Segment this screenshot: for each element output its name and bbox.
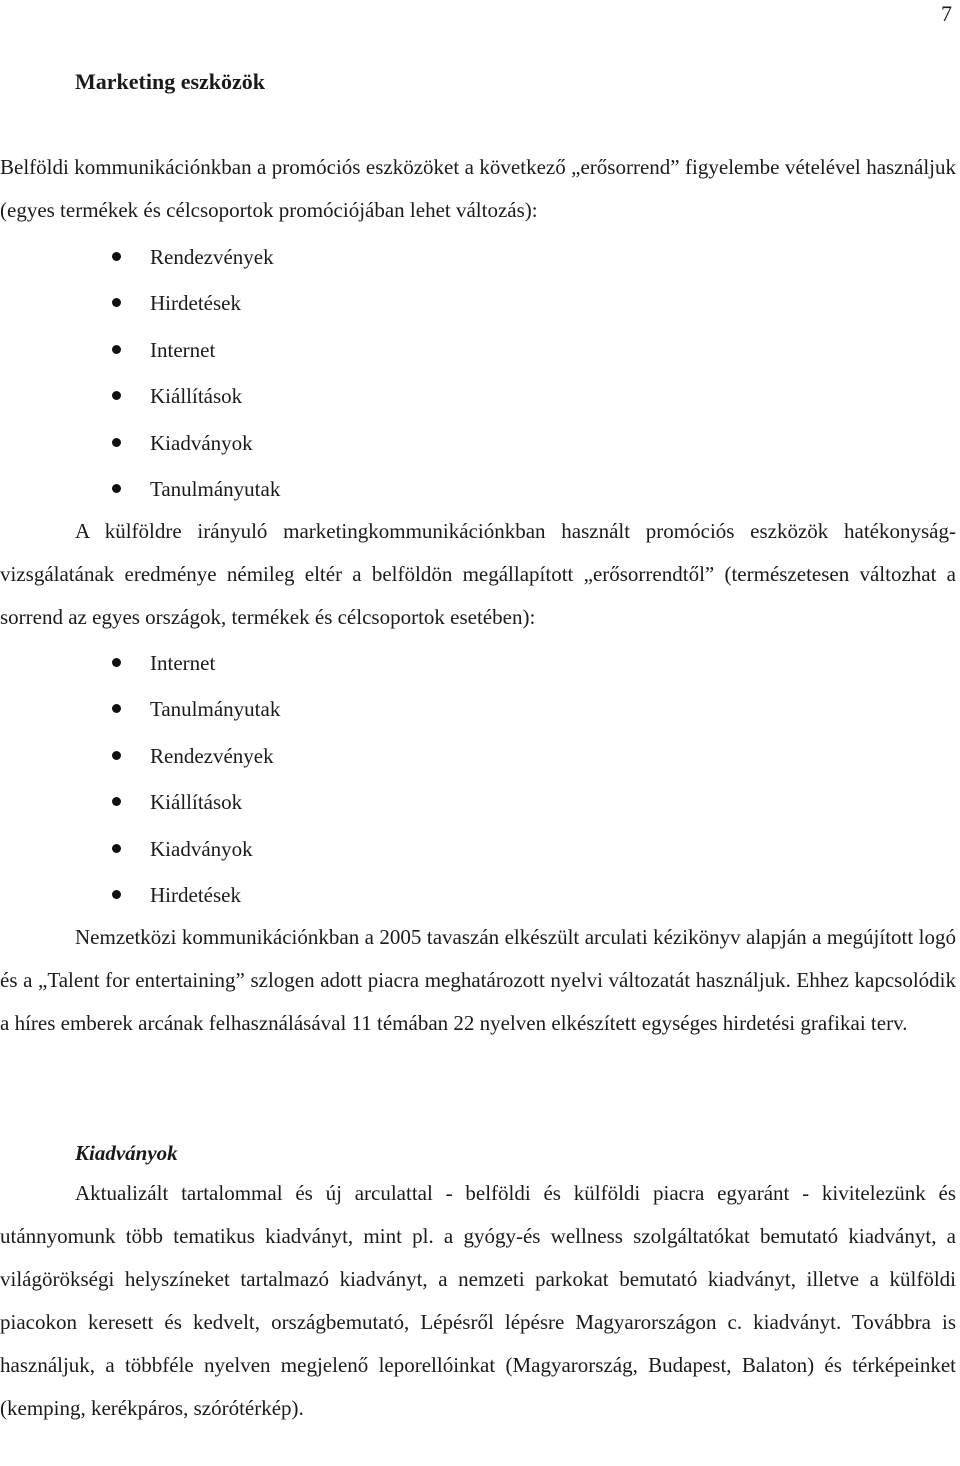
bullet-icon: [112, 797, 121, 806]
section-heading: Marketing eszközök: [75, 69, 266, 94]
list-item: Kiállítások: [0, 779, 956, 825]
bullet-icon: [112, 751, 121, 760]
list-item: Rendezvények: [0, 733, 956, 779]
bullet-icon: [112, 345, 121, 354]
bullet-icon: [112, 484, 121, 493]
international-paragraph: Nemzetközi kommunikációnkban a 2005 tavaszán elkészült arculati kézikönyv alapján a megújított logó és a „Talent for entertaining” szlogen adott piacra meghatározott nyelvi változatát használjuk. Ehhez kapcsolódik a híres emberek arcának felhasználásával 11 témában 22 nyelven elkészített egységes hirdetési grafikai terv.: [0, 925, 956, 1035]
bullet-icon: [112, 438, 121, 447]
list-item: Hirdetések: [0, 280, 956, 326]
list-item: Internet: [0, 327, 956, 373]
foreign-tools-list: [0, 640, 956, 918]
list-item: Internet: [0, 640, 956, 686]
bullet-icon: [112, 658, 121, 667]
domestic-tools-list: [0, 234, 956, 512]
bullet-icon: [112, 890, 121, 899]
list-item: Rendezvények: [0, 234, 956, 280]
foreign-intro-paragraph: A külföldre irányuló marketingkommunikációnkban használt promóciós eszközök hatékonyság-vizsgálatának eredménye némileg eltér a belföldön megállapított „erősorrendtől” (természetesen változhat a sorrend az egyes országok, termékek és célcsoportok esetében):: [0, 519, 956, 629]
intro-paragraph: Belföldi kommunikációnkban a promóciós eszközöket a következő „erősorrend” figyelembe vételével használjuk (egyes termékek és célcsoportok promóciójában lehet változás):: [0, 155, 956, 222]
bullet-icon: [112, 704, 121, 713]
bullet-icon: [112, 844, 121, 853]
list-item: Hirdetések: [0, 872, 956, 918]
list-item: Kiadványok: [0, 826, 956, 872]
list-item: Kiállítások: [0, 373, 956, 419]
publications-heading: Kiadványok: [75, 1141, 178, 1165]
list-item: Tanulmányutak: [0, 686, 956, 732]
page-number: 7: [941, 1, 952, 26]
bullet-icon: [112, 298, 121, 307]
publications-paragraph: Aktualizált tartalommal és új arculattal - belföldi és külföldi piacra egyaránt - kivitelezünk és utánnyomunk több tematikus kiadványt, mint pl. a gyógy-és wellness szolgáltatókat bemutató kiadványt, a világörökségi helyszíneket tartalmazó kiadványt, a nemzeti parkokat bemutató kiadványt, illetve a külföldi piacokon keresett és kedvelt, országbemutató, Lépésről lépésre Magyarországon c. kiadványt. Továbbra is használjuk, a többféle nyelven megjelenő leporellóinkat (Magyarország, Budapest, Balaton) és térképeinket (kemping, kerékpáros, szórótérkép).: [0, 1181, 956, 1420]
list-item: Tanulmányutak: [0, 466, 956, 512]
list-item: Kiadványok: [0, 420, 956, 466]
bullet-icon: [112, 252, 121, 261]
bullet-icon: [112, 391, 121, 400]
